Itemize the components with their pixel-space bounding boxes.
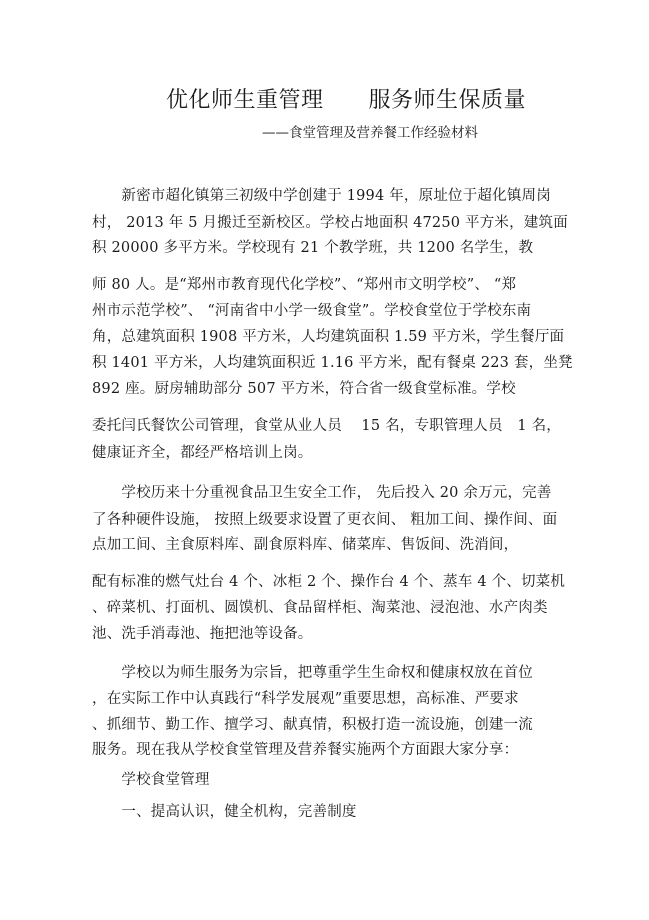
paragraph-line: 委托闫氏餐饮公司管理，食堂从业人员 15 名，专职管理人员 1 名， [92, 418, 562, 434]
paragraph-line: 了各种硬件设施， 按照上级要求设置了更衣间、 粗加工间、操作间、面 [92, 512, 558, 528]
paragraph-line: 村， 2013 年 5 月搬迁至新校区。学校占地面积 47250 平方米，建筑面 [92, 215, 568, 231]
paragraph-line: 服务。现在我从学校食堂管理及营养餐实施两个方面跟大家分享： [92, 742, 519, 758]
paragraph-line: 、抓细节、勤工作、擅学习、献真情，积极打造一流设施，创建一流 [92, 717, 533, 733]
paragraph-line: 积 1401 平方米，人均建筑面积近 1.16 平方米，配有餐桌 223 套，坐凳 [92, 355, 573, 371]
paragraph-line: 师 80 人。是“郑州市教育现代化学校”、“郑州市文明学校”、 “郑 [92, 277, 517, 293]
paragraph-line: 、碎菜机、打面机、圆馍机、食品留样柜、淘菜池、浸泡池、水产肉类 [92, 600, 548, 616]
paragraph-line: 配有标准的燃气灶台 4 个、冰柜 2 个、操作台 4 个、蒸车 4 个、切菜机 [92, 574, 566, 590]
paragraph-line: 角，总建筑面积 1908 平方米，人均建筑面积 1.59 平方米，学生餐厅面 [92, 329, 565, 345]
subsection-heading: 一、提高认识，健全机构，完善制度 [92, 804, 357, 820]
paragraph-line: 点加工间、主食原料库、副食原料库、储菜库、售饭间、洗消间， [92, 537, 519, 553]
paragraph-line: 学校以为师生服务为宗旨，把尊重学生生命权和健康权放在首位 [92, 665, 533, 681]
paragraph-line: 新密市超化镇第三初级中学创建于 1994 年，原址位于超化镇周岗 [92, 188, 551, 204]
paragraph-line: 学校历来十分重视食品卫生安全工作， 先后投入 20 余万元，完善 [92, 485, 552, 501]
paragraph-line: 健康证齐全，都经严格培训上岗。 [92, 445, 313, 461]
paragraph-line: 州市示范学校”、 “河南省中小学一级食堂”。学校食堂位于学校东南 [92, 303, 532, 319]
paragraph-line: ，在实际工作中认真践行“科学发展观”重要思想，高标准、严要求 [92, 691, 519, 707]
section-heading: 学校食堂管理 [92, 772, 210, 788]
paragraph-line: 892 座。厨房辅助部分 507 平方米，符合省一级食堂标准。学校 [92, 381, 516, 397]
paragraph-line: 积 20000 多平方米。学校现有 21 个教学班，共 1200 名学生，教 [92, 240, 534, 256]
document-title: 优化师生重管理 服务师生保质量 [166, 88, 527, 113]
paragraph-line: 池、洗手消毒池、拖把池等设备。 [92, 626, 313, 642]
document-subtitle: ——食堂管理及营养餐工作经验材料 [262, 125, 478, 141]
